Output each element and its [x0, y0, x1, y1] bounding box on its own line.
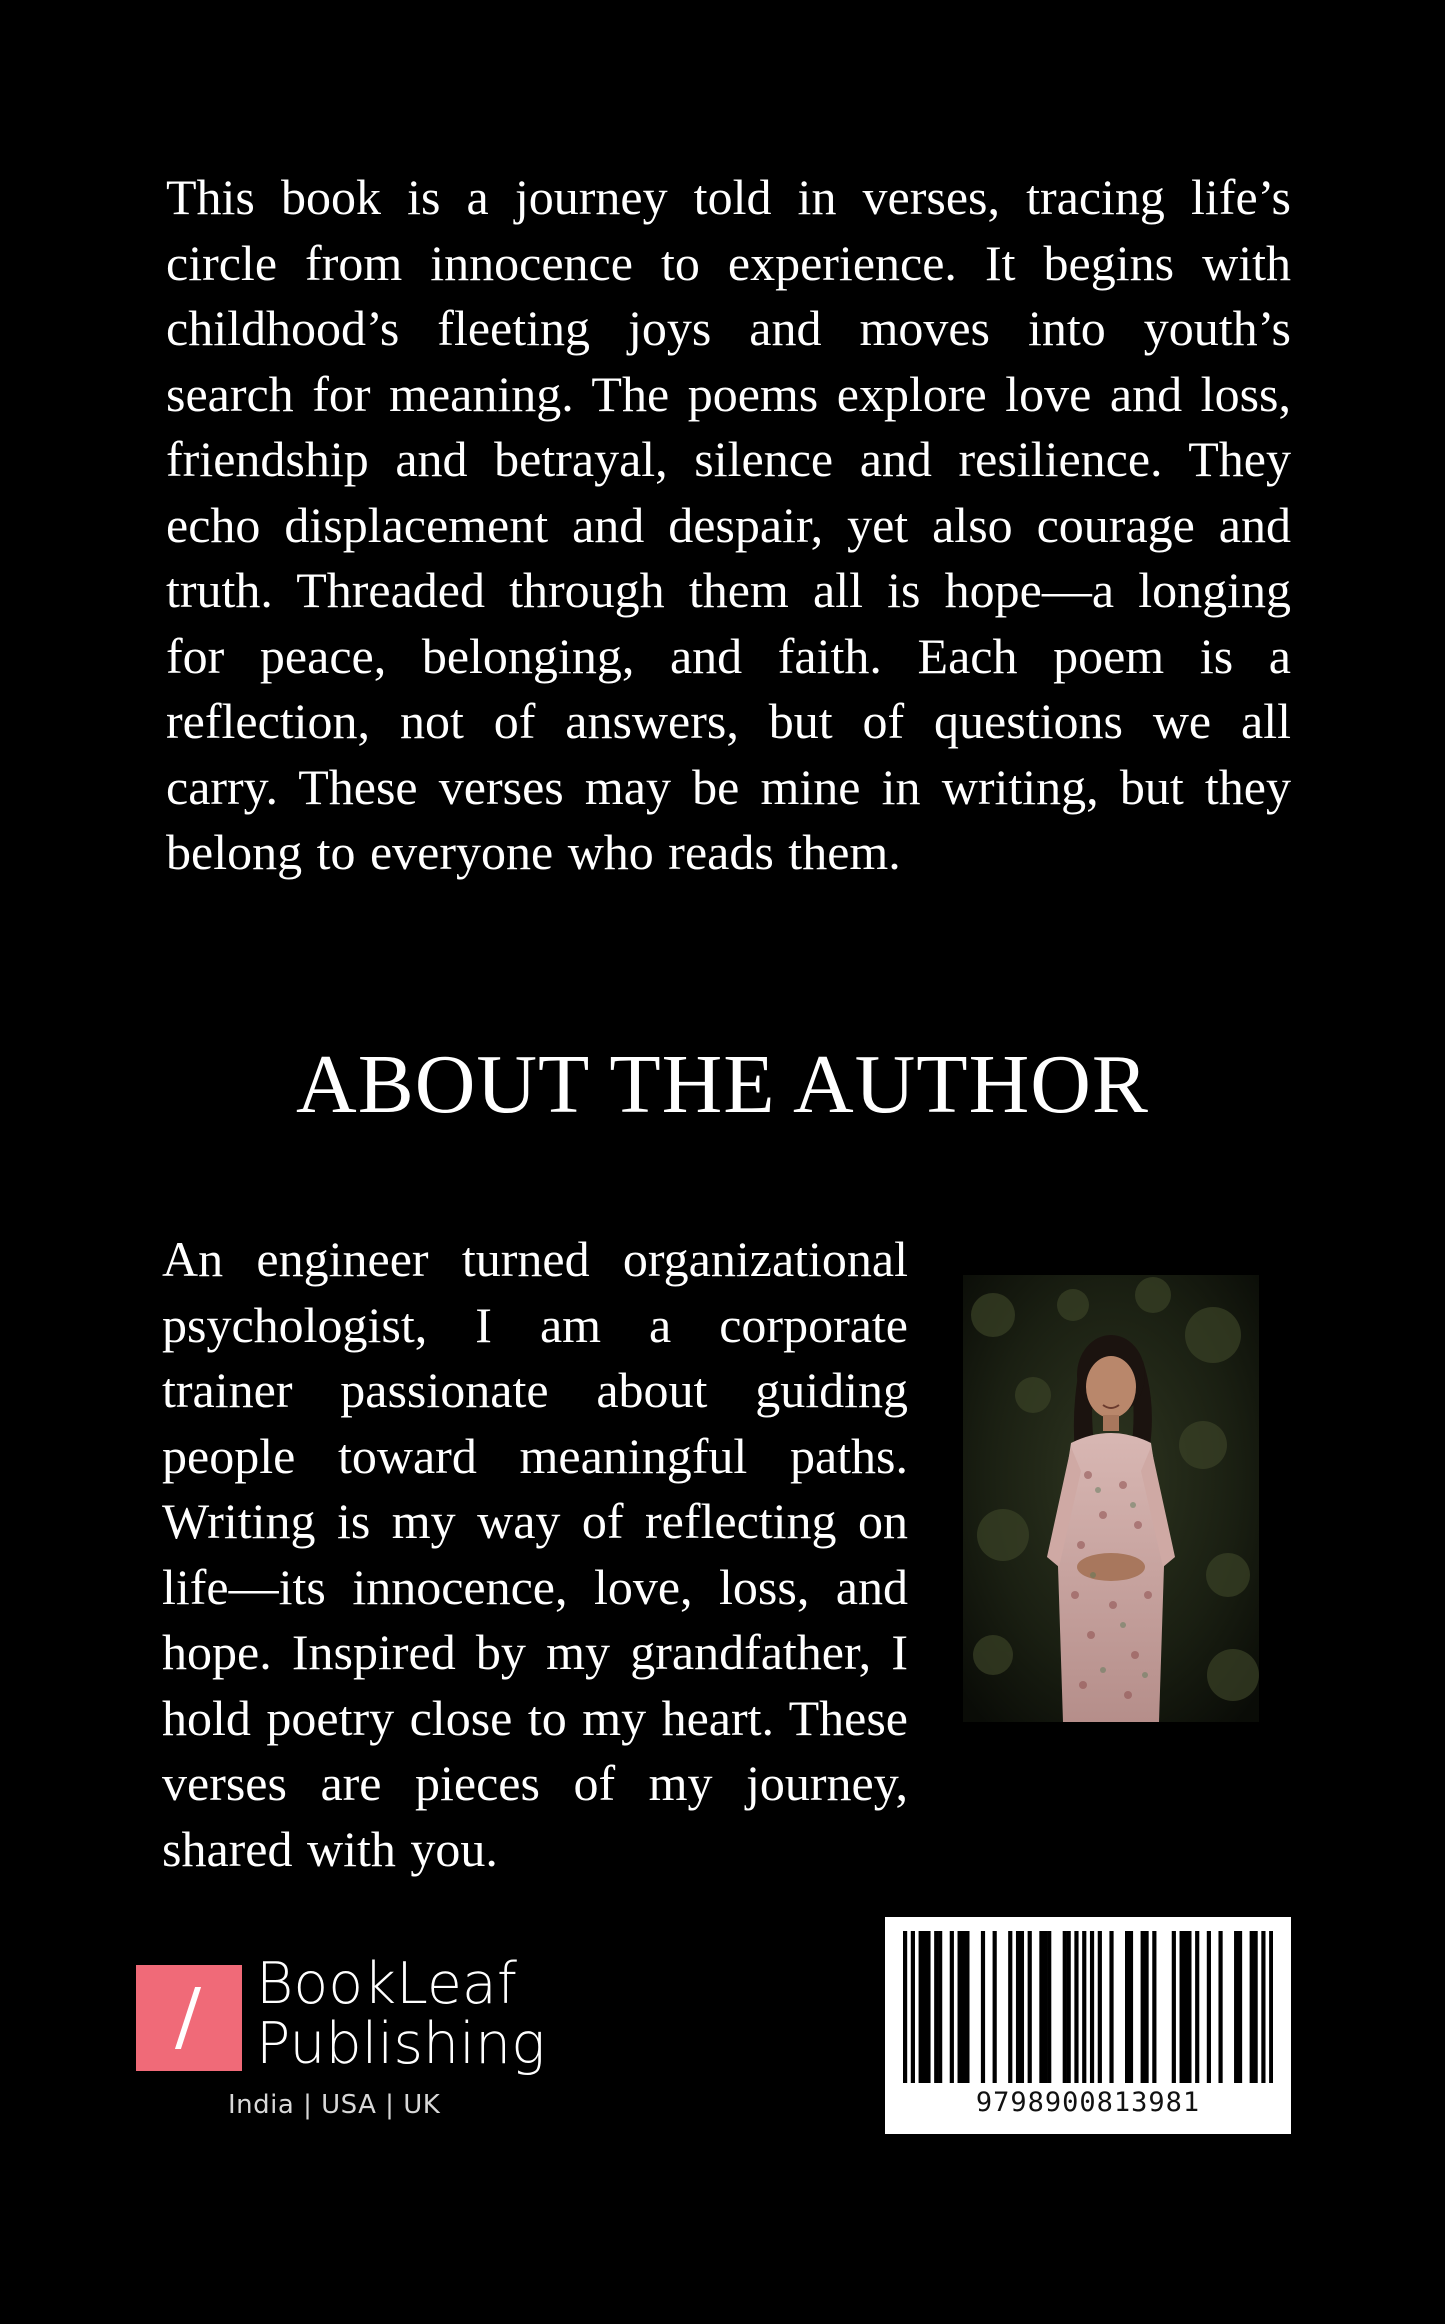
barcode-bar: [1043, 1931, 1047, 2083]
publisher-name: [256, 1951, 546, 2077]
barcode-bar: [1172, 1931, 1176, 2083]
slash-logo-icon: [136, 1965, 242, 2071]
barcode-bar: [919, 1931, 923, 2083]
barcode-bar: [1016, 1931, 1020, 2083]
publisher-logo: [136, 1951, 556, 2140]
publisher-name-line1: BookLeaf: [256, 1951, 517, 2017]
barcode-bar: [1144, 1931, 1148, 2083]
barcode-bar: [950, 1931, 954, 2083]
barcode-bar: [965, 1931, 969, 2083]
publisher-name-line2: Publishing: [256, 2011, 546, 2077]
barcode-bar: [1254, 1931, 1258, 2083]
barcode-bar: [1269, 1931, 1273, 2083]
barcode-bar: [1074, 1931, 1078, 2083]
barcode-bar: [922, 1931, 926, 2083]
barcode-bar: [1195, 1931, 1199, 2083]
barcode-bar: [1250, 1931, 1254, 2083]
barcode-bar: [1039, 1931, 1043, 2083]
isbn-number: 9798900813981: [975, 2087, 1201, 2118]
barcode-bar: [961, 1931, 965, 2083]
barcode-bar: [1234, 1931, 1238, 2083]
barcode-bar: [938, 1931, 942, 2083]
barcode-bar: [1067, 1931, 1071, 2083]
barcode-bar: [911, 1931, 915, 2083]
barcode-bar: [1187, 1931, 1191, 2083]
barcode-bar: [1141, 1931, 1145, 2083]
barcode-bar: [993, 1931, 997, 2083]
barcode-bar: [1109, 1931, 1113, 2083]
barcode-bar: [1180, 1931, 1184, 2083]
barcode-icon: [903, 1931, 1273, 2083]
barcode-bar: [1047, 1931, 1051, 2083]
barcode-bar: [1008, 1931, 1012, 2083]
author-photo: [963, 1275, 1259, 1722]
book-blurb: This book is a journey told in verses, tracing life’s circle from innocence to experience. It begins with childhood’s fleeting joys and moves into youth’s search for meaning. The poems explore love and loss, friendship and betrayal, silence and resilience. They echo displacement and despair, yet also courage and truth. Threaded through them all is hope—a longing for peace, belonging, and faith. Each poem is a reflection, not of answers, but of questions we all carry. These verses may be mine in writing, but they belong to everyone who reads them.: [166, 169, 1291, 880]
barcode-bar: [926, 1931, 930, 2083]
barcode-bar: [958, 1931, 962, 2083]
barcode-bar: [1090, 1931, 1094, 2083]
barcode-bar: [1125, 1931, 1129, 2083]
barcode-bar: [1183, 1931, 1187, 2083]
barcode-bar: [903, 1931, 907, 2083]
barcode-bar: [1098, 1931, 1102, 2083]
barcode-bar: [1028, 1931, 1032, 2083]
barcode-bar: [1020, 1931, 1024, 2083]
barcode-bar: [1218, 1931, 1222, 2083]
author-bio: An engineer turned organizational psychologist, I am a corporate trainer passionate about guiding people toward meaningful paths. Writing is my way of reflecting on life—its innocence, love, loss, and hope. Inspired by my grandfather, I hold poetry close to my heart. These verses are pieces of my journey, shared with you.: [162, 1231, 908, 1877]
isbn-barcode: [885, 1917, 1291, 2134]
barcode-bar: [1063, 1931, 1067, 2083]
barcode-bar: [981, 1931, 985, 2083]
barcode-bar: [1207, 1931, 1211, 2083]
publisher-regions: India | USA | UK: [228, 2090, 441, 2120]
barcode-bar: [1261, 1931, 1265, 2083]
barcode-bar: [1152, 1931, 1156, 2083]
about-author-heading: ABOUT THE AUTHOR: [296, 1038, 1149, 1131]
barcode-bar: [934, 1931, 938, 2083]
barcode-bar: [1129, 1931, 1133, 2083]
barcode-bar: [1082, 1931, 1086, 2083]
barcode-bar: [1238, 1931, 1242, 2083]
